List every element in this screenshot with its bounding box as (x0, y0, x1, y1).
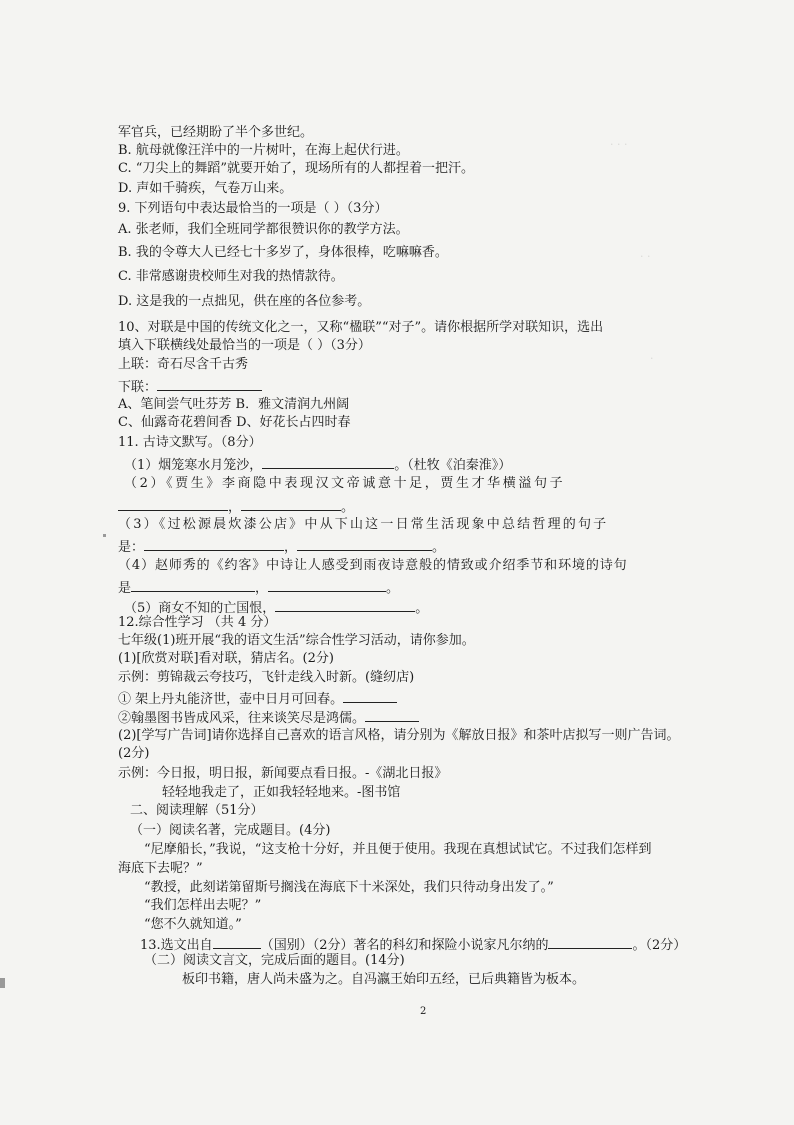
q9-option-c: C. 非常感谢贵校师生对我的热情款待。 (118, 269, 344, 284)
answer-blank[interactable] (144, 536, 284, 551)
q12-intro: 七年级(1)班开展“我的语文生活”综合性学习活动，请你参加。 (118, 633, 475, 648)
answer-blank[interactable] (268, 577, 386, 592)
question-13-end: 。（2分） (632, 938, 687, 953)
question-11: 11. 古诗文默写。（8分） (118, 435, 262, 450)
answer-blank[interactable] (213, 934, 261, 949)
q11-item-4: （4）赵师秀的《约客》中诗让人感受到雨夜诗意般的情致或介绍季节和环境的诗句 (118, 558, 628, 573)
bleed-through-mark: · · (640, 250, 651, 263)
option-b: B. 航母就像汪洋中的一片树叶，在海上起伏行进。 (118, 143, 409, 158)
q11-item-2: （2）《贾生》李商隐中表现汉文帝诚意十足，贾生才华横溢句子 (124, 476, 566, 491)
answer-blank[interactable] (275, 597, 415, 612)
question-10: 10、对联是中国的传统文化之一，又称“楹联”“对子”。请你根据所学对联知识，选出 (118, 320, 604, 335)
q12-couplet-2 (118, 707, 419, 728)
answer-blank[interactable] (118, 496, 228, 511)
passage-paragraph-4: “您不久就知道。” (144, 917, 242, 932)
q11-item-3-label: 是： (118, 540, 145, 555)
q12-couplet-1-text: ① 架上丹丸能济世，壶中日月可回春。 (118, 692, 344, 707)
answer-blank[interactable] (131, 577, 255, 592)
answer-blank[interactable] (241, 496, 341, 511)
section-2-part-2: （二）阅读文言文，完成后面的题目。(14分) (144, 953, 405, 968)
q12-couplet-1 (118, 688, 397, 709)
q10-options-ab: A、笔间尝气吐芬芳 B．雅文清润九州阔 (118, 397, 350, 412)
passage-paragraph-1-cont: 海底下去呢？” (118, 861, 203, 876)
option-d: D. 声如千骑疾，气卷万山来。 (118, 181, 293, 196)
q11-item-1-end: 。（杜牧《泊秦淮》） (394, 458, 512, 473)
passage-paragraph-3: “我们怎样出去呢？” (144, 898, 262, 913)
question-12: 12.综合性学习 （共 4 分） (118, 615, 277, 630)
q11-item-4-label: 是 (118, 581, 132, 596)
upper-couplet: 上联：奇石尽含千古秀 (118, 357, 249, 372)
q10-options-cd: C、仙露奇花碧间香 D、好花长占四时春 (118, 415, 351, 430)
q12-part-2: (2)[学写广告词]请你选择自己喜欢的语言风格，请分别为《解放日报》和茶叶店拟写一则广告词。 (118, 728, 680, 743)
lower-couplet-label: 下联： (118, 380, 158, 395)
classical-passage: 板印书籍，唐人尚未盛为之。自冯瀛王始印五经，已后典籍皆为板本。 (182, 972, 586, 987)
question-13-start: 13.选文出自 (140, 938, 213, 953)
answer-blank[interactable] (297, 536, 432, 551)
q11-item-5: （5）商女不知的亡国恨， 。 (124, 597, 428, 618)
q12-part-2-points: (2分) (118, 746, 150, 761)
answer-blank[interactable] (548, 934, 632, 949)
q11-item-1 (124, 454, 511, 475)
option-c: C. “刀尖上的舞蹈”就要开始了，现场所有的人都捏着一把汗。 (118, 161, 475, 176)
q11-item-2-blanks: ， 。 (118, 496, 354, 517)
scan-edge-mark (0, 978, 5, 988)
answer-blank[interactable] (262, 454, 394, 469)
q9-option-d: D. 这是我的一点拙见，供在座的各位参考。 (118, 294, 371, 309)
answer-blank[interactable] (365, 707, 419, 722)
q11-item-5-start: （5）商女不知的亡国恨， (124, 601, 276, 616)
q11-item-3-blanks: 是： ， 。 (118, 536, 445, 557)
question-9: 9. 下列语句中表达最恰当的一项是（ ）（3分） (118, 201, 388, 216)
passage-paragraph-2: “教授，此刻诺第留斯号搁浅在海底下十米深处，我们只待动身出发了。” (144, 880, 554, 895)
section-2-part-1: （一）阅读名著，完成题目。(4分) (130, 823, 331, 838)
q9-option-a: A. 张老师，我们全班同学都很赞识你的教学方法。 (118, 222, 409, 237)
page-number: 2 (420, 1006, 427, 1017)
q12-part-1: (1)[欣赏对联]看对联，猜店名。(2分) (118, 651, 334, 666)
q12-example-2: 示例：今日报，明日报，新闻要点看日报。-《湖北日报》 (118, 766, 448, 781)
option-a-continued: 军官兵，已经期盼了半个多世纪。 (118, 125, 314, 140)
question-13-mid: （国别）（2分）著名的科幻和探险小说家凡尔纳的 (260, 938, 549, 953)
q11-item-4-blanks: 是 ， 。 (118, 577, 399, 598)
bleed-through-mark: · · · (610, 138, 628, 151)
q12-example-3: 轻轻地我走了，正如我轻轻地来。-图书馆 (162, 785, 401, 800)
answer-blank[interactable] (343, 688, 397, 703)
section-2-heading: 二、阅读理解（51分） (130, 803, 264, 818)
q11-item-1-start: （1）烟笼寒水月笼沙， (124, 458, 263, 473)
question-10-cont: 填入下联横线处最恰当的一项是（ ）（3分） (118, 338, 371, 353)
passage-paragraph-1: “尼摩船长，”我说，“这支枪十分好，并且便于使用。我现在真想试试它。不过我们怎样到 (144, 842, 652, 857)
bleed-through-mark: · (650, 352, 654, 365)
q9-option-b: B. 我的令尊大人已经七十多岁了，身体很棒，吃嘛嘛香。 (118, 245, 448, 260)
q12-example: 示例：剪锦裁云夸技巧，飞针走线入时新。(缝纫店) (118, 670, 415, 685)
scan-speck (103, 534, 106, 537)
q12-couplet-2-text: ②翰墨图书皆成风采，往来谈笑尽是鸿儒。 (118, 711, 366, 726)
q11-item-3: （3）《过松源晨炊漆公店》中从下山这一日常生活现象中总结哲理的句子 (118, 517, 609, 532)
answer-blank[interactable] (157, 376, 262, 391)
lower-couplet (118, 376, 262, 397)
